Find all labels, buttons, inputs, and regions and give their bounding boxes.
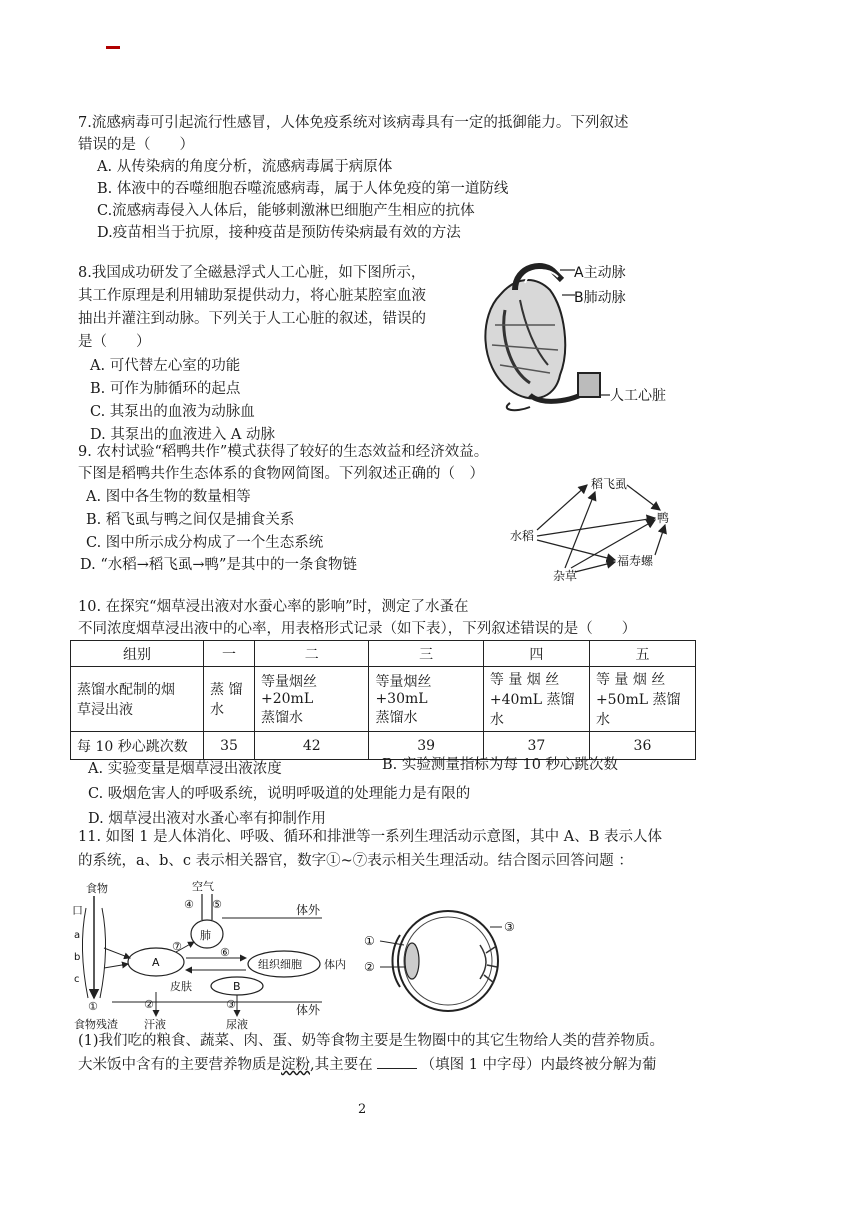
part1-text-a: 大米饭中含有的主要营养物质是 <box>78 1057 281 1073</box>
table-header-cell: 五 <box>589 641 695 667</box>
q10-option-c: C. 吸烟危害人的呼吸系统，说明呼吸道的处理能力是有限的 <box>88 786 471 802</box>
cell-line: 等量烟丝+30mL <box>375 674 432 707</box>
label-pulmonary-artery: B肺动脉 <box>574 290 626 306</box>
label-mouth: 口 <box>72 904 83 917</box>
table-header-cell: 组别 <box>71 641 204 667</box>
page-number: 2 <box>358 1102 367 1117</box>
q7-option-d: D.疫苗相当于抗原，接种疫苗是预防传染病最有效的方法 <box>97 225 461 241</box>
table-cell: 36 <box>589 732 695 760</box>
label-B: B <box>233 980 241 993</box>
table-row-label <box>71 667 204 732</box>
q10-option-d: D. 烟草浸出液对水蚤心率有抑制作用 <box>88 811 326 827</box>
label-A: A <box>152 956 160 969</box>
label-6: ⑥ <box>220 946 230 959</box>
table-cell <box>589 667 695 732</box>
cell-line: 等量烟丝+20mL <box>261 674 317 707</box>
q8-stem-line4: 是（ ） <box>78 334 151 350</box>
label-aorta: A主动脉 <box>574 265 626 281</box>
label-skin: 皮肤 <box>170 980 192 993</box>
label-sweat: 汗液 <box>144 1018 166 1030</box>
cell-line: 等 量 烟 丝 <box>489 672 560 688</box>
q10-stem-line1: 10. 在探究“烟草浸出液对水蚕心率的影响”时，测定了水蚤在 <box>78 599 469 615</box>
q7-stem-line1: 7.流感病毒可引起流行性感冒，人体免疫系统对该病毒具有一定的抵御能力。下列叙述 <box>78 115 629 131</box>
cell-line: 蒸馏水 <box>375 710 418 726</box>
table-cell: 39 <box>369 732 483 760</box>
table-cell: 37 <box>483 732 589 760</box>
table-header-cell: 一 <box>204 641 255 667</box>
part1-text-c: ,其主要在 <box>310 1057 373 1073</box>
node-weeds: 杂草 <box>553 569 578 583</box>
row-label-line: 蒸馏水配制的烟 <box>77 682 175 698</box>
answer-starch: 淀粉 <box>281 1057 310 1073</box>
label-7: ⑦ <box>172 940 182 953</box>
label-2: ② <box>144 998 154 1011</box>
table-row <box>71 667 696 732</box>
eye-label-2: ② <box>364 960 375 974</box>
q9-option-a: A. 图中各生物的数量相等 <box>86 489 251 505</box>
q11-part1-line1: (1)我们吃的粮食、蔬菜、肉、蛋、奶等食物主要是生物圈中的其它生物给人类的营养物质。 <box>78 1033 665 1049</box>
q7-option-b: B. 体液中的吞噬细胞吞噬流感病毒，属于人体免疫的第一道防线 <box>97 181 509 197</box>
node-planthopper: 稻飞虱 <box>591 477 628 491</box>
cell-line: 蒸馏水 <box>261 710 303 726</box>
corner-mark <box>106 46 120 49</box>
table-cell <box>483 667 589 732</box>
heart-rate-table <box>70 640 696 760</box>
part1-text-d: （填图 1 中字母）内最终被分解为葡 <box>420 1057 657 1073</box>
label-lung: 肺 <box>200 929 211 942</box>
label-outside-bottom: 体外 <box>296 1003 321 1017</box>
table-cell: 35 <box>204 732 255 760</box>
q8-option-a: A. 可代替左心室的功能 <box>90 358 241 374</box>
label-tissue: 组织细胞 <box>258 958 302 971</box>
cell-line: +40mL 蒸馏水 <box>489 692 575 728</box>
label-3: ③ <box>226 998 236 1011</box>
q10-stem-line2: 不同浓度烟草浸出液中的心率，用表格形式记录（如下表），下列叙述错误的是（ ） <box>78 621 637 637</box>
eye-label-1: ① <box>364 934 375 948</box>
q10-option-b: B. 实验测量指标为每 10 秒心跳次数 <box>382 757 619 773</box>
q7-stem-line2: 错误的是（ ） <box>78 137 194 153</box>
q11-part1-line2 <box>78 1054 657 1076</box>
eye-label-3: ③ <box>504 920 515 934</box>
q9-option-b: B. 稻飞虱与鸭之间仅是捕食关系 <box>86 512 295 528</box>
cell-line: 等 量 烟 丝 <box>595 672 666 688</box>
label-air: 空气 <box>192 880 214 893</box>
label-a: a <box>74 930 81 941</box>
table-header-cell: 二 <box>255 641 369 667</box>
q9-stem-line2: 下图是稻鸭共作生态体系的食物网简图。下列叙述正确的（ ） <box>78 466 484 482</box>
answer-blank[interactable] <box>377 1068 417 1069</box>
node-snail: 福寿螺 <box>617 554 654 568</box>
q11-stem-line1: 11. 如图 1 是人体消化、呼吸、循环和排泄等一系列生理活动示意图，其中 A、B 表示人体 <box>78 829 662 845</box>
q9-option-d: D. “水稻→稻飞虱→鸭”是其中的一条食物链 <box>80 557 357 573</box>
q8-stem-line1: 8.我国成功研发了全磁悬浮式人工心脏，如下图所示， <box>78 265 426 281</box>
table-cell <box>255 667 369 732</box>
q8-option-b: B. 可作为肺循环的起点 <box>90 381 241 397</box>
food-web-figure <box>505 470 685 585</box>
label-artificial-heart: 人工心脏 <box>610 388 666 404</box>
label-b: b <box>74 952 81 963</box>
node-rice: 水稻 <box>510 529 535 543</box>
artificial-heart-figure <box>470 255 700 415</box>
cell-line: 蒸 馏 <box>210 682 243 698</box>
table-header-cell: 三 <box>369 641 483 667</box>
table-cell <box>204 667 255 732</box>
label-c: c <box>74 974 80 985</box>
node-duck: 鸭 <box>657 511 670 525</box>
table-header-row <box>71 641 696 667</box>
label-inside: 体内 <box>324 958 346 971</box>
q8-stem-line3: 抽出并灌注到动脉。下列关于人工心脏的叙述，错误的 <box>78 311 426 327</box>
label-4: ④ <box>184 898 194 911</box>
q9-stem-line1: 9. 农村试验“稻鸭共作”模式获得了较好的生态效益和经济效益。 <box>78 444 489 460</box>
table-cell: 42 <box>255 732 369 760</box>
q11-stem-line2: 的系统，a、b、c 表示相关器官，数字①~⑦表示相关生理活动。结合图示回答问题 ： <box>78 853 633 869</box>
q9-option-c: C. 图中所示成分构成了一个生态系统 <box>86 535 324 551</box>
q7-option-c: C.流感病毒侵入人体后，能够刺激淋巴细胞产生相应的抗体 <box>97 203 475 219</box>
cell-line: 水 <box>210 702 224 718</box>
physiology-diagram <box>72 878 372 1030</box>
eye-diagram <box>360 905 530 1020</box>
label-1: ① <box>88 1000 98 1013</box>
table-row-label: 每 10 秒心跳次数 <box>71 732 204 760</box>
q7-option-a: A. 从传染病的角度分析，流感病毒属于病原体 <box>97 159 393 175</box>
q8-option-c: C. 其泵出的血液为动脉血 <box>90 404 255 420</box>
row-label-line: 草浸出液 <box>77 702 133 718</box>
q8-option-d: D. 其泵出的血液进入 A 动脉 <box>90 427 276 443</box>
label-5: ⑤ <box>212 898 222 911</box>
table-cell <box>369 667 483 732</box>
table-header-cell: 四 <box>483 641 589 667</box>
label-outside-top: 体外 <box>296 903 321 917</box>
q8-stem-line2: 其工作原理是利用辅助泵提供动力，将心脏某腔室血液 <box>78 288 426 304</box>
label-food: 食物 <box>86 882 108 895</box>
label-residue: 食物残渣 <box>74 1018 118 1030</box>
cell-line: +50mL 蒸馏水 <box>595 692 681 728</box>
label-urine: 尿液 <box>226 1018 248 1030</box>
q10-option-a: A. 实验变量是烟草浸出液浓度 <box>88 761 282 777</box>
